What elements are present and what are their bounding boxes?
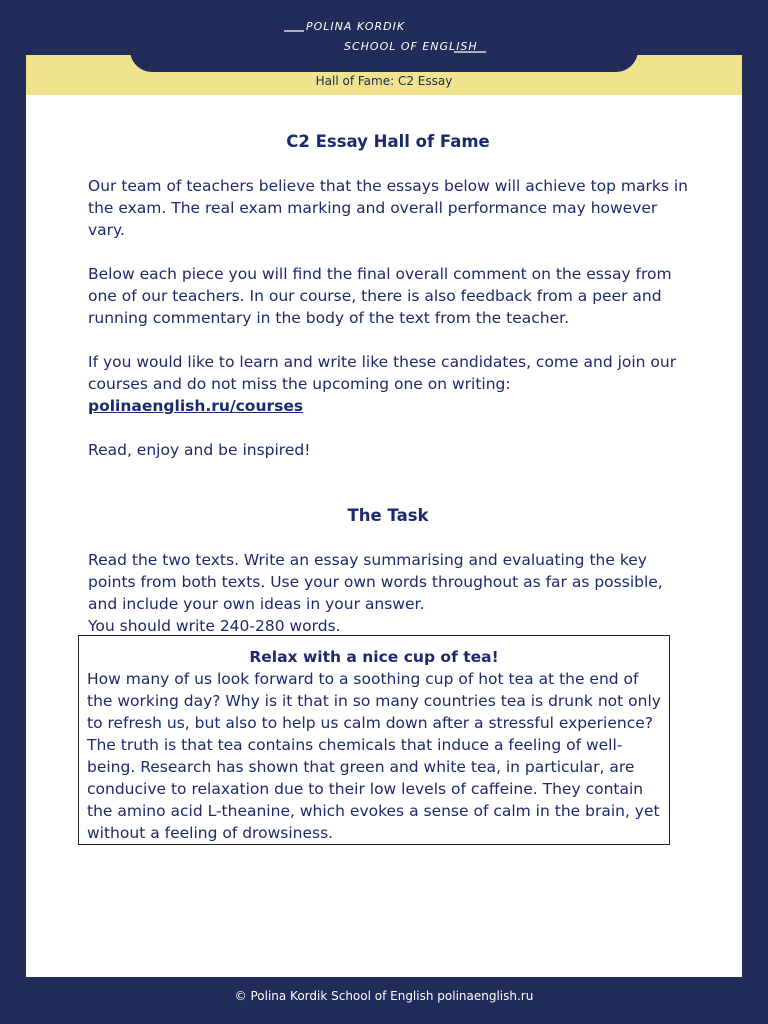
logo-line-2: SCHOOL OF ENGLISH: [344, 40, 478, 53]
intro-paragraph-1: Our team of teachers believe that the essays below will achieve top marks in the exam. The real exam marking and overall performance may however vary.: [88, 177, 689, 239]
intro-paragraph-3-text: If you would like to learn and write like these candidates, come and join our courses and do not miss the upcoming one on writing:: [88, 353, 677, 393]
intro-paragraph-3: [88, 351, 688, 417]
text-box-body: How many of us look forward to a soothing cup of hot tea at the end of the working day? Why is it that in so many countries tea is drunk not only to refresh us, but also to help us calm down after a stressful experience? The truth is that tea contains chemicals that induce a feeling of well-being. Research has shown that green and white tea, in particular, are conducive to relaxation due to their low levels of caffeine. They contain the amino acid L-theanine, which evokes a sense of calm in the brain, yet without a feeling of drowsiness.: [87, 670, 661, 842]
task-instructions: Read the two texts. Write an essay summarising and evaluating the key points from both texts. Use your own words throughout as far as possible, and include your own ideas in your answer.: [88, 551, 663, 613]
closing-line: Read, enjoy and be inspired!: [88, 441, 311, 459]
school-logo: [282, 20, 492, 62]
document-content: [88, 131, 688, 637]
text-box-title: Relax with a nice cup of tea!: [249, 648, 499, 666]
footer-copyright: © Polina Kordik School of English polinaenglish.ru: [234, 989, 534, 1003]
intro-paragraph-2: Below each piece you will find the final overall comment on the essay from one of our teachers. In our course, there is also feedback from a peer and running commentary in the body of the text from the teacher.: [88, 265, 672, 327]
text-box: [78, 635, 670, 845]
page-title: C2 Essay Hall of Fame: [286, 132, 490, 151]
task-heading: The Task: [347, 506, 429, 525]
page-header-title: Hall of Fame: C2 Essay: [315, 74, 453, 88]
logo-line-1: POLINA KORDIK: [306, 20, 406, 33]
task-word-count: You should write 240-280 words.: [88, 617, 341, 635]
document-page: [26, 95, 742, 977]
courses-link[interactable]: polinaenglish.ru/courses: [88, 397, 304, 415]
